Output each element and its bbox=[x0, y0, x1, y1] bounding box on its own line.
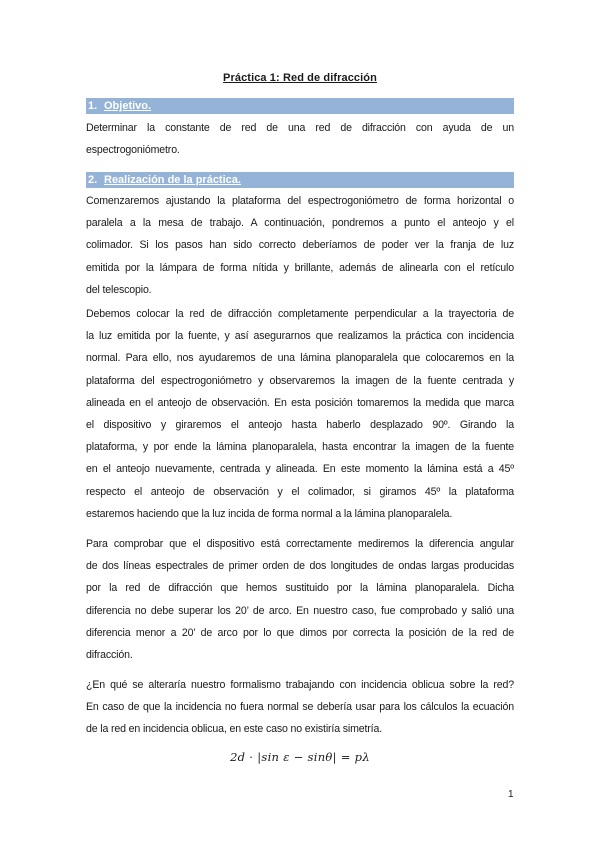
paragraph-line: diferencia menor a 20’ de arco por lo que dimos por correcta la posición de la red de bbox=[86, 626, 514, 639]
section-number: 1. bbox=[88, 100, 98, 112]
section-heading-realizacion bbox=[86, 172, 514, 188]
paragraph-line: alineada en el anteojo de observación. En esta posición tomaremos la medida que marca bbox=[86, 396, 514, 409]
paragraph-line: estaremos haciendo que la luz incida de forma normal a la lámina planoparalela. bbox=[86, 507, 453, 520]
paragraph-4 bbox=[86, 674, 514, 741]
paragraph-2 bbox=[86, 303, 514, 525]
paragraph-line: ¿En qué se alteraría nuestro formalismo trabajando con incidencia oblicua sobre la red? bbox=[86, 679, 514, 691]
paragraph-line: de dos líneas espectrales de primer orden de dos longitudes de ondas largas producidas bbox=[86, 560, 514, 573]
paragraph-line: emitida por la lámpara de forma nítida y brillante, además de alinearla con el retículo bbox=[86, 261, 514, 274]
paragraph-line: del telescopio. bbox=[86, 283, 152, 296]
paragraph-line: la luz emitida por la fuente, y así asegurarnos que realizamos la práctica con incidencia bbox=[86, 330, 514, 343]
paragraph-line: plataforma, y por ende la lámina planoparalela, hasta encontrar la imagen de la fuente bbox=[86, 441, 514, 454]
paragraph-line: el dispositivo y giraremos el anteojo hasta haberlo desplazado 90º. Girando la bbox=[86, 418, 514, 431]
section-number: 2. bbox=[88, 174, 98, 186]
document-title: Práctica 1: Red de difracción bbox=[223, 72, 377, 84]
grating-equation: 2d · |sin ε − sinθ| = pλ bbox=[230, 750, 370, 764]
paragraph-line: Determinar la constante de red de una red de difracción con ayuda de un bbox=[86, 122, 514, 134]
section-title: Realización de la práctica. bbox=[104, 174, 241, 186]
page-number: 1 bbox=[508, 789, 514, 800]
paragraph-line: en el anteojo nuevamente, centrada y alineada. En este momento la lámina está a 45º bbox=[86, 463, 514, 476]
paragraph-objective bbox=[86, 117, 514, 161]
paragraph-line: plataforma del espectrogoniómetro y observaremos la imagen de la fuente centrada y bbox=[86, 374, 514, 387]
paragraph-line: Para comprobar que el dispositivo está correctamente mediremos la diferencia angular bbox=[86, 538, 514, 550]
paragraph-line: por la red de difracción que hemos sustituido por la lámina planoparalela. Dicha bbox=[86, 582, 514, 595]
paragraph-line: Debemos colocar la red de difracción completamente perpendicular a la trayectoria de bbox=[86, 308, 514, 320]
paragraph-3 bbox=[86, 533, 514, 666]
section-title: Objetivo. bbox=[104, 100, 152, 112]
paragraph-line: normal. Para ello, nos ayudaremos de una lámina planoparalela que colocaremos en la bbox=[86, 352, 514, 365]
paragraph-line: paralela a la mesa de trabajo. A continuación, pondremos a punto el anteojo y el bbox=[86, 217, 514, 230]
paragraph-line: difracción. bbox=[86, 648, 133, 661]
paragraph-line: de la red en incidencia oblicua, en este caso no existiría simetría. bbox=[86, 723, 383, 736]
paragraph-1 bbox=[86, 190, 514, 301]
section-heading-objetivo bbox=[86, 98, 514, 114]
paragraph-line: En caso de que la incidencia no fuera normal se debería usar para los cálculos la ecuación bbox=[86, 701, 514, 714]
paragraph-line: colimador. Si los pasos han sido correcto deberíamos de poder ver la franja de luz bbox=[86, 239, 514, 252]
paragraph-line: respecto el anteojo de observación y el colimador, si giramos 45º la plataforma bbox=[86, 485, 514, 498]
paragraph-line: diferencia no debe superar los 20’ de arco. En nuestro caso, fue comprobado y salió una bbox=[86, 604, 514, 617]
paragraph-line: Comenzaremos ajustando la plataforma del espectrogoniómetro de forma horizontal o bbox=[86, 195, 514, 207]
paragraph-line: espectrogoniómetro. bbox=[86, 144, 180, 157]
